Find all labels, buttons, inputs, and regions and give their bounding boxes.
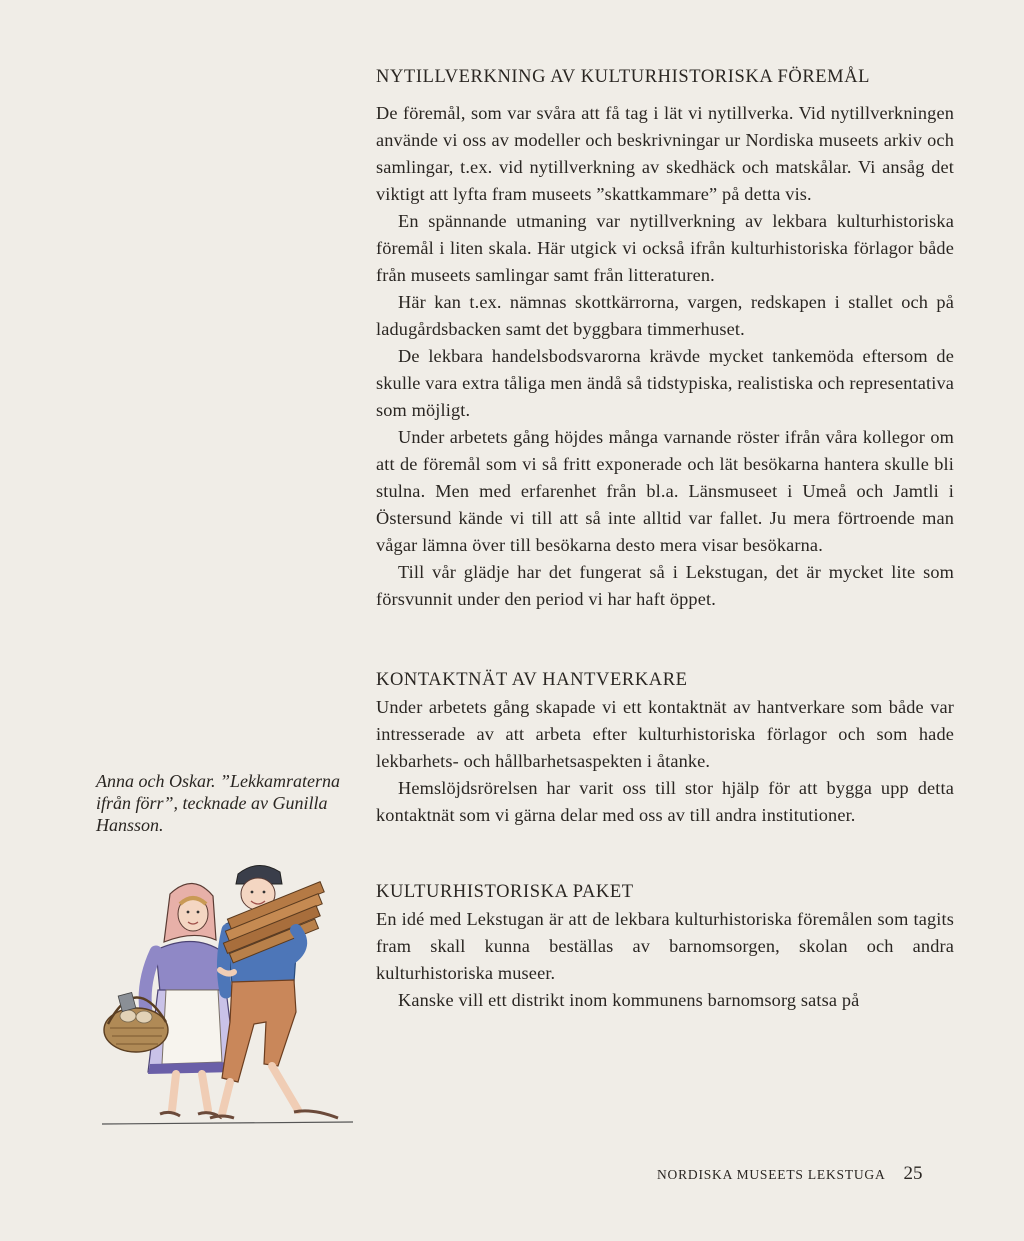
- page-number: 25: [903, 1163, 923, 1184]
- children-illustration: [98, 852, 360, 1132]
- section-heading-kontaktnat: KONTAKTNÄT AV HANTVERKARE: [376, 670, 688, 690]
- paragraph: Här kan t.ex. nämnas skottkärrorna, vargen, redskapen i stallet och på ladugårdsbacken samt det byggbara timmerhuset.: [376, 292, 954, 339]
- paragraph: De föremål, som var svåra att få tag i lät vi nytillverka. Vid nytillverkningen använde vi oss av modeller och beskrivningar ur Nordiska museets arkiv och samlingar, t.ex. vid nytillverkning av skedhäck och matskålar. Vi ansåg det viktigt att lyfta fram museets ”skattkammare” på detta vis.: [376, 103, 954, 204]
- running-title: NORDISKA MUSEETS LEKSTUGA: [657, 1167, 886, 1182]
- section-heading-nytillverkning: NYTILLVERKNING AV KULTURHISTORISKA FÖREMÅL: [376, 67, 871, 87]
- paragraph: Till vår glädje har det fungerat så i Lekstugan, det är mycket lite som försvunnit under den period vi har haft öppet.: [376, 562, 954, 609]
- illustration-caption: Anna och Oskar. ”Lekkamraterna ifrån förr”, tecknade av Gunilla Hansson.: [96, 771, 340, 835]
- paragraph: Kanske vill ett distrikt inom kommunens barnomsorg satsa på: [398, 990, 860, 1010]
- section-kontaktnat: [376, 667, 954, 829]
- paragraph: En spännande utmaning var nytillverkning av lekbara kulturhistoriska föremål i liten skala. Här utgick vi också ifrån kulturhistoriska förlagor både från museets samlingar samt från litteraturen.: [376, 211, 954, 285]
- section-heading-paket: KULTURHISTORISKA PAKET: [376, 882, 634, 902]
- main-text-column: [376, 64, 954, 1014]
- section-kulturhistoriska-paket: [376, 879, 954, 1014]
- section-nytillverkning: [376, 64, 954, 613]
- paragraph: De lekbara handelsbodsvarorna krävde mycket tankemöda eftersom de skulle vara extra tåliga men ändå så tidstypiska, realistiska och representativa som möjligt.: [376, 346, 955, 420]
- paragraph: En idé med Lekstugan är att de lekbara kulturhistoriska föremålen som tagits fram skall kunna beställas av barnomsorgen, skolan och andra kulturhistoriska museer.: [376, 909, 954, 983]
- paragraph: Hemslöjdsrörelsen har varit oss till stor hjälp för att bygga upp detta kontaktnät som vi gärna delar med oss av till andra institutioner.: [376, 778, 954, 825]
- page-footer: [657, 1163, 957, 1185]
- paragraph: Under arbetets gång skapade vi ett kontaktnät av hantverkare som både var intresserade av att arbeta efter kulturhistoriska förlagor och som hade lekbarhets- och hållbarhetsaspekten i åtanke.: [376, 697, 954, 771]
- paragraph: Under arbetets gång höjdes många varnande röster ifrån våra kollegor om att de föremål som vi så fritt exponerade och lät besökarna hantera skulle bli stulna. Men med erfarenhet från bl.a. Länsmuseet i Umeå och Jamtli i Östersund kände vi till att så inte alltid var fallet. Ju mera förtroende man vågar lämna över till besökarna desto mera visar besökarna.: [376, 427, 954, 555]
